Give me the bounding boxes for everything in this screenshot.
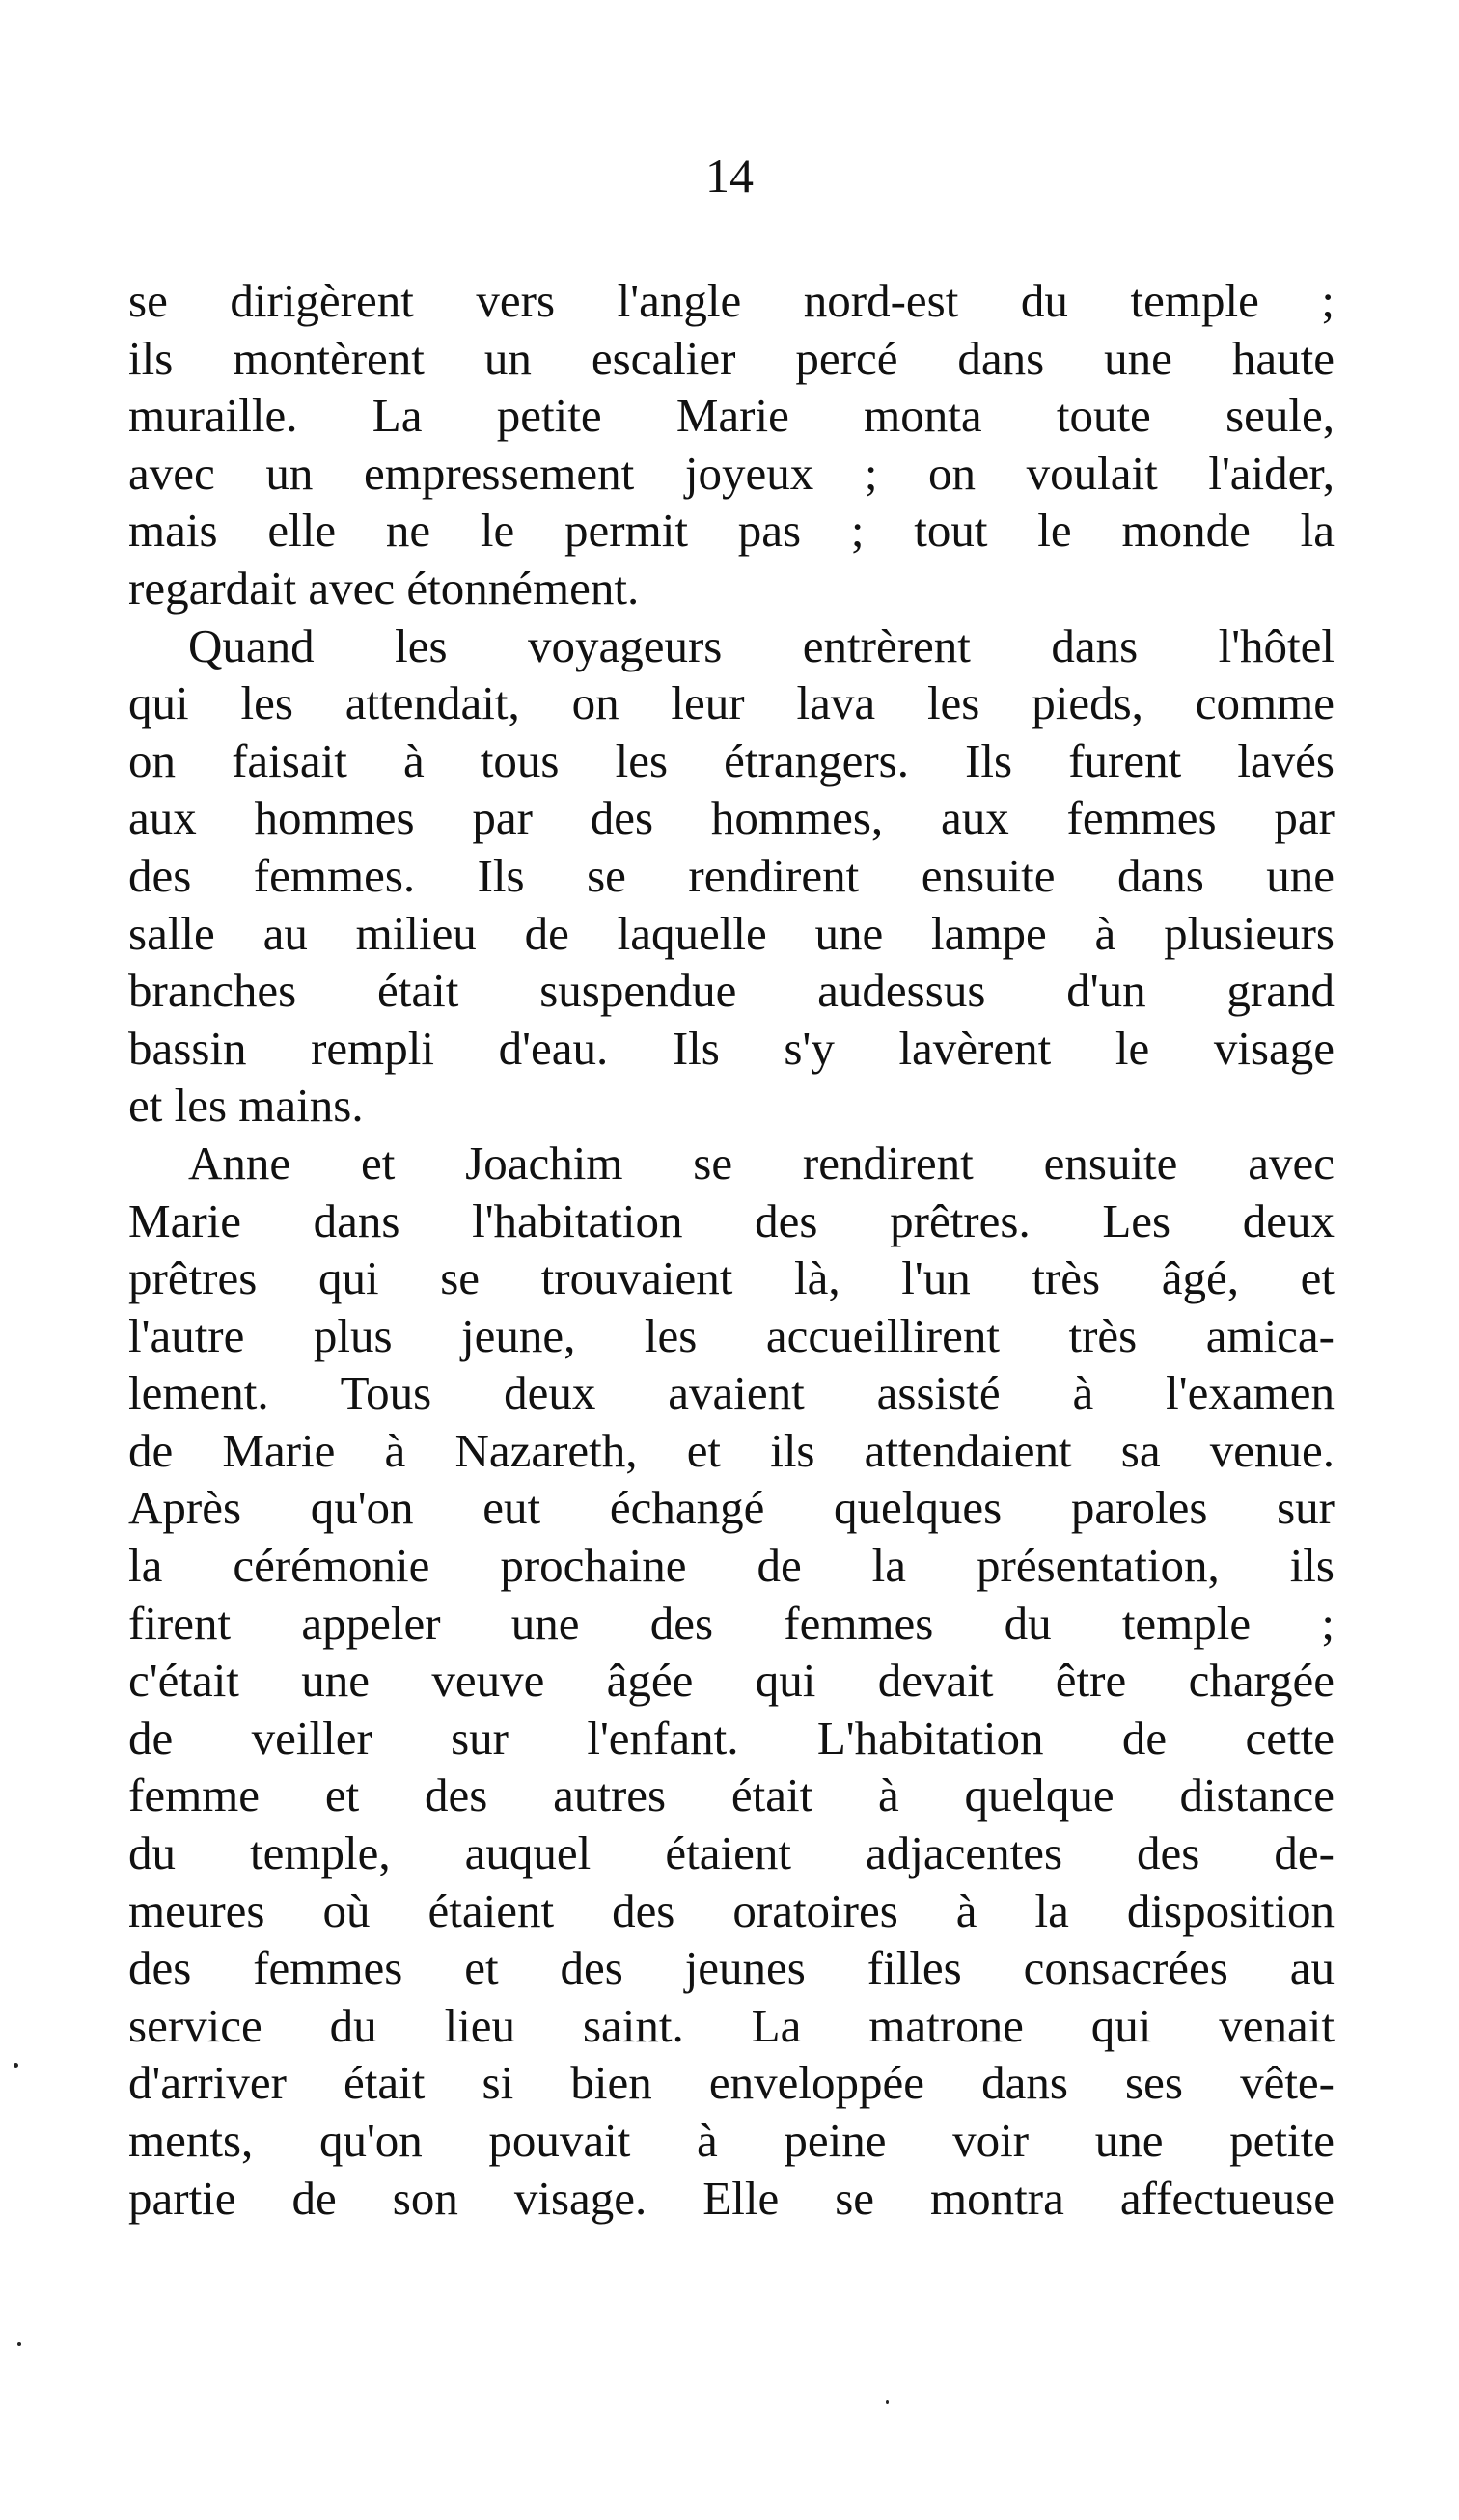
text-line: ils montèrent un escalier percé dans une haute: [128, 331, 1335, 385]
text-line: la cérémonie prochaine de la présentation, ils: [128, 1539, 1335, 1593]
page-number: 14: [705, 149, 754, 203]
scan-speck: [14, 2063, 18, 2068]
text-line: de veiller sur l'enfant. L'habitation de cette: [128, 1711, 1335, 1765]
text-line: Après qu'on eut échangé quelques paroles sur: [128, 1481, 1335, 1535]
text-line: du temple, auquel étaient adjacentes des de-: [128, 1826, 1335, 1880]
text-line: muraille. La petite Marie monta toute seule,: [128, 389, 1335, 443]
scan-speck: [17, 2342, 21, 2346]
text-line: Anne et Joachim se rendirent ensuite avec: [188, 1136, 1335, 1190]
text-line: service du lieu saint. La matrone qui venait: [128, 1998, 1335, 2052]
text-line: ments, qu'on pouvait à peine voir une petite: [128, 2114, 1335, 2167]
text-line: firent appeler une des femmes du temple ;: [128, 1596, 1335, 1650]
text-line: bassin rempli d'eau. Ils s'y lavèrent le visage: [128, 1021, 1335, 1075]
text-line: qui les attendait, on leur lava les pieds, comme: [128, 676, 1335, 730]
text-line: d'arriver était si bien enveloppée dans ses vête-: [128, 2056, 1335, 2110]
text-line: salle au milieu de laquelle une lampe à plusieurs: [128, 906, 1335, 960]
text-line: Quand les voyageurs entrèrent dans l'hôtel: [188, 618, 1335, 672]
text-line: lement. Tous deux avaient assisté à l'examen: [128, 1366, 1335, 1420]
text-line: mais elle ne le permit pas ; tout le monde la: [128, 504, 1335, 558]
text-line: se dirigèrent vers l'angle nord-est du temple ;: [128, 274, 1335, 327]
text-line: partie de son visage. Elle se montra affectueuse: [128, 2171, 1335, 2225]
text-line: Marie dans l'habitation des prêtres. Les deux: [128, 1193, 1335, 1247]
text-line: avec un empressement joyeux ; on voulait l'aider,: [128, 446, 1335, 500]
text-line: des femmes et des jeunes filles consacrées au: [128, 1941, 1335, 1995]
text-line: c'était une veuve âgée qui devait être chargée: [128, 1654, 1335, 1708]
text-line: on faisait à tous les étrangers. Ils furent lavés: [128, 733, 1335, 787]
text-line: de Marie à Nazareth, et ils attendaient sa venue.: [128, 1423, 1335, 1477]
text-line: regardait avec étonnément.: [128, 561, 640, 615]
scan-speck: [886, 2400, 889, 2404]
text-line: branches était suspendue audessus d'un grand: [128, 964, 1335, 1018]
text-line: prêtres qui se trouvaient là, l'un très âgé, et: [128, 1251, 1335, 1305]
text-line: et les mains.: [128, 1079, 364, 1133]
text-line: meures où étaient des oratoires à la disposition: [128, 1883, 1335, 1937]
body-text: [128, 272, 1335, 2227]
text-line: l'autre plus jeune, les accueillirent très amica-: [128, 1308, 1335, 1362]
text-line: des femmes. Ils se rendirent ensuite dans une: [128, 848, 1335, 902]
text-line: femme et des autres était à quelque distance: [128, 1768, 1335, 1822]
text-line: aux hommes par des hommes, aux femmes par: [128, 791, 1335, 845]
